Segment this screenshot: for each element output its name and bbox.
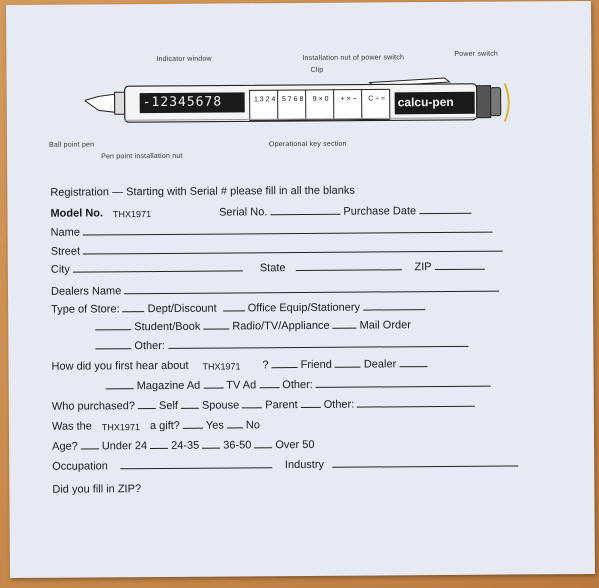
model-label: Model No. [50, 207, 104, 220]
key-1: 1 3 2 4 [253, 96, 276, 104]
gift-row [52, 419, 260, 432]
purchased-label: Who purchased? [51, 400, 136, 413]
brand-logo: calcu-pen [397, 94, 454, 110]
street-row [51, 243, 506, 258]
occupation-label: Occupation [52, 460, 108, 473]
zip-field[interactable] [435, 268, 485, 270]
hear-row-1 [51, 358, 430, 373]
zip-label: ZIP [414, 261, 432, 274]
purchased-opt-self: Self [158, 399, 178, 412]
hear-question-mark: ? [262, 359, 269, 372]
hear-check-tv[interactable] [203, 387, 223, 389]
store-other-field[interactable] [168, 345, 468, 349]
state-field[interactable] [295, 268, 401, 271]
age-check-under24[interactable] [81, 447, 99, 449]
store-opt-radio: Radio/TV/Appliance [232, 319, 330, 333]
industry-label: Industry [284, 458, 325, 472]
hear-check-other[interactable] [259, 386, 279, 388]
store-check-office[interactable] [223, 309, 245, 311]
dealers-label: Dealers Name [50, 285, 122, 298]
store-check-student[interactable] [95, 328, 131, 330]
indicator-display: -12345678 [142, 94, 223, 111]
hear-check-friend[interactable] [272, 366, 298, 368]
hear-row-2 [103, 378, 494, 393]
hear-dealer-extra[interactable] [399, 365, 427, 367]
label-power-switch: Power switch [454, 50, 499, 58]
hear-check-dealer[interactable] [335, 366, 361, 368]
form-heading: Registration — Starting with Serial # please fill in all the blanks [50, 184, 355, 199]
dealers-field[interactable] [124, 290, 499, 295]
street-field[interactable] [83, 250, 503, 255]
hear-opt-tv: TV Ad [226, 379, 257, 392]
hear-opt-other: Other: [282, 378, 313, 392]
age-opt-under24: Under 24 [101, 440, 148, 453]
dealers-row [51, 283, 502, 298]
city-field[interactable] [73, 269, 243, 272]
model-row [50, 205, 474, 220]
name-field[interactable] [83, 231, 493, 236]
store-row-1 [51, 301, 428, 316]
street-label: Street [50, 245, 81, 258]
label-operational-keys: Operational key section [268, 140, 347, 149]
gift-check-yes[interactable] [183, 427, 203, 429]
store-opt-mail: Mail Order [359, 319, 411, 332]
store-opt-office: Office Equip/Stationery [247, 301, 361, 315]
gift-model: THX1971 [101, 422, 140, 433]
label-ball-point-pen: Ball point pen [48, 141, 95, 149]
gift-opt-yes: Yes [205, 419, 224, 432]
hear-opt-friend: Friend [300, 358, 332, 372]
name-label: Name [50, 226, 80, 239]
key-3: 9 × 0 [312, 95, 329, 103]
store-check-other[interactable] [95, 347, 131, 349]
serial-label: Serial No. [219, 206, 268, 219]
occupation-row [52, 457, 521, 472]
city-label: City [50, 263, 70, 276]
key-4: + × − [340, 95, 357, 103]
zip-check-row [52, 483, 141, 496]
age-opt-24-35: 24-35 [171, 439, 200, 452]
industry-field[interactable] [332, 464, 518, 467]
purchased-check-other[interactable] [301, 406, 321, 408]
hear-check-magazine[interactable] [106, 387, 134, 389]
age-check-24-35[interactable] [150, 447, 168, 449]
gift-label-b: a gift? [149, 419, 180, 433]
store-check-dept[interactable] [123, 310, 145, 312]
store-check-radio[interactable] [203, 327, 229, 329]
age-opt-over50: Over 50 [275, 438, 315, 452]
store-opt-student: Student/Book [134, 320, 201, 334]
purchased-opt-other: Other: [323, 398, 355, 411]
hear-other-field[interactable] [316, 385, 491, 388]
purchased-opt-spouse: Spouse [201, 399, 240, 412]
purchased-check-parent[interactable] [242, 406, 262, 408]
label-indicator-window: Indicator window [156, 55, 212, 64]
purchased-opt-parent: Parent [265, 399, 298, 412]
age-check-over50[interactable] [254, 446, 272, 448]
label-installation-nut: Installation nut of power switch [302, 54, 405, 62]
name-row [51, 224, 496, 239]
store-opt-dept: Dept/Discount [147, 302, 217, 316]
state-label: State [259, 262, 286, 275]
purchased-row [52, 398, 479, 413]
purchase-date-label: Purchase Date [343, 205, 417, 218]
age-label: Age? [52, 440, 78, 453]
registration-card [6, 1, 595, 578]
serial-field[interactable] [270, 213, 340, 215]
key-2: 5 7 6 8 [281, 95, 304, 104]
gift-opt-no: No [245, 419, 260, 432]
store-row-3 [92, 338, 471, 353]
label-clip: Clip [310, 66, 324, 74]
city-row [51, 261, 488, 276]
store-row-2 [92, 319, 411, 333]
gift-check-no[interactable] [227, 426, 243, 428]
occupation-field[interactable] [120, 466, 272, 469]
form-heading-row [50, 185, 355, 199]
hear-opt-magazine: Magazine Ad [136, 379, 201, 393]
purchased-check-spouse[interactable] [181, 407, 199, 409]
store-label: Type of Store: [51, 303, 120, 316]
label-pen-point-nut: Pen point installation nut [101, 152, 183, 161]
hear-model: THX1971 [202, 361, 241, 372]
purchase-date-field[interactable] [419, 212, 471, 214]
store-office-extra[interactable] [363, 308, 425, 310]
purchased-check-self[interactable] [138, 407, 156, 409]
model-value: THX1971 [112, 209, 152, 220]
gift-label-a: Was the [51, 420, 92, 433]
store-opt-other: Other: [134, 339, 166, 353]
age-row [52, 439, 314, 453]
purchased-other-field[interactable] [357, 405, 475, 408]
age-opt-36-50: 36-50 [223, 439, 252, 452]
zip-question: Did you fill in ZIP? [52, 483, 142, 496]
hear-label: How did you first hear about [51, 359, 189, 373]
key-5: C ÷ = [368, 95, 386, 103]
store-check-mail[interactable] [333, 327, 357, 329]
hear-opt-dealer: Dealer [363, 358, 397, 371]
age-check-36-50[interactable] [202, 447, 220, 449]
